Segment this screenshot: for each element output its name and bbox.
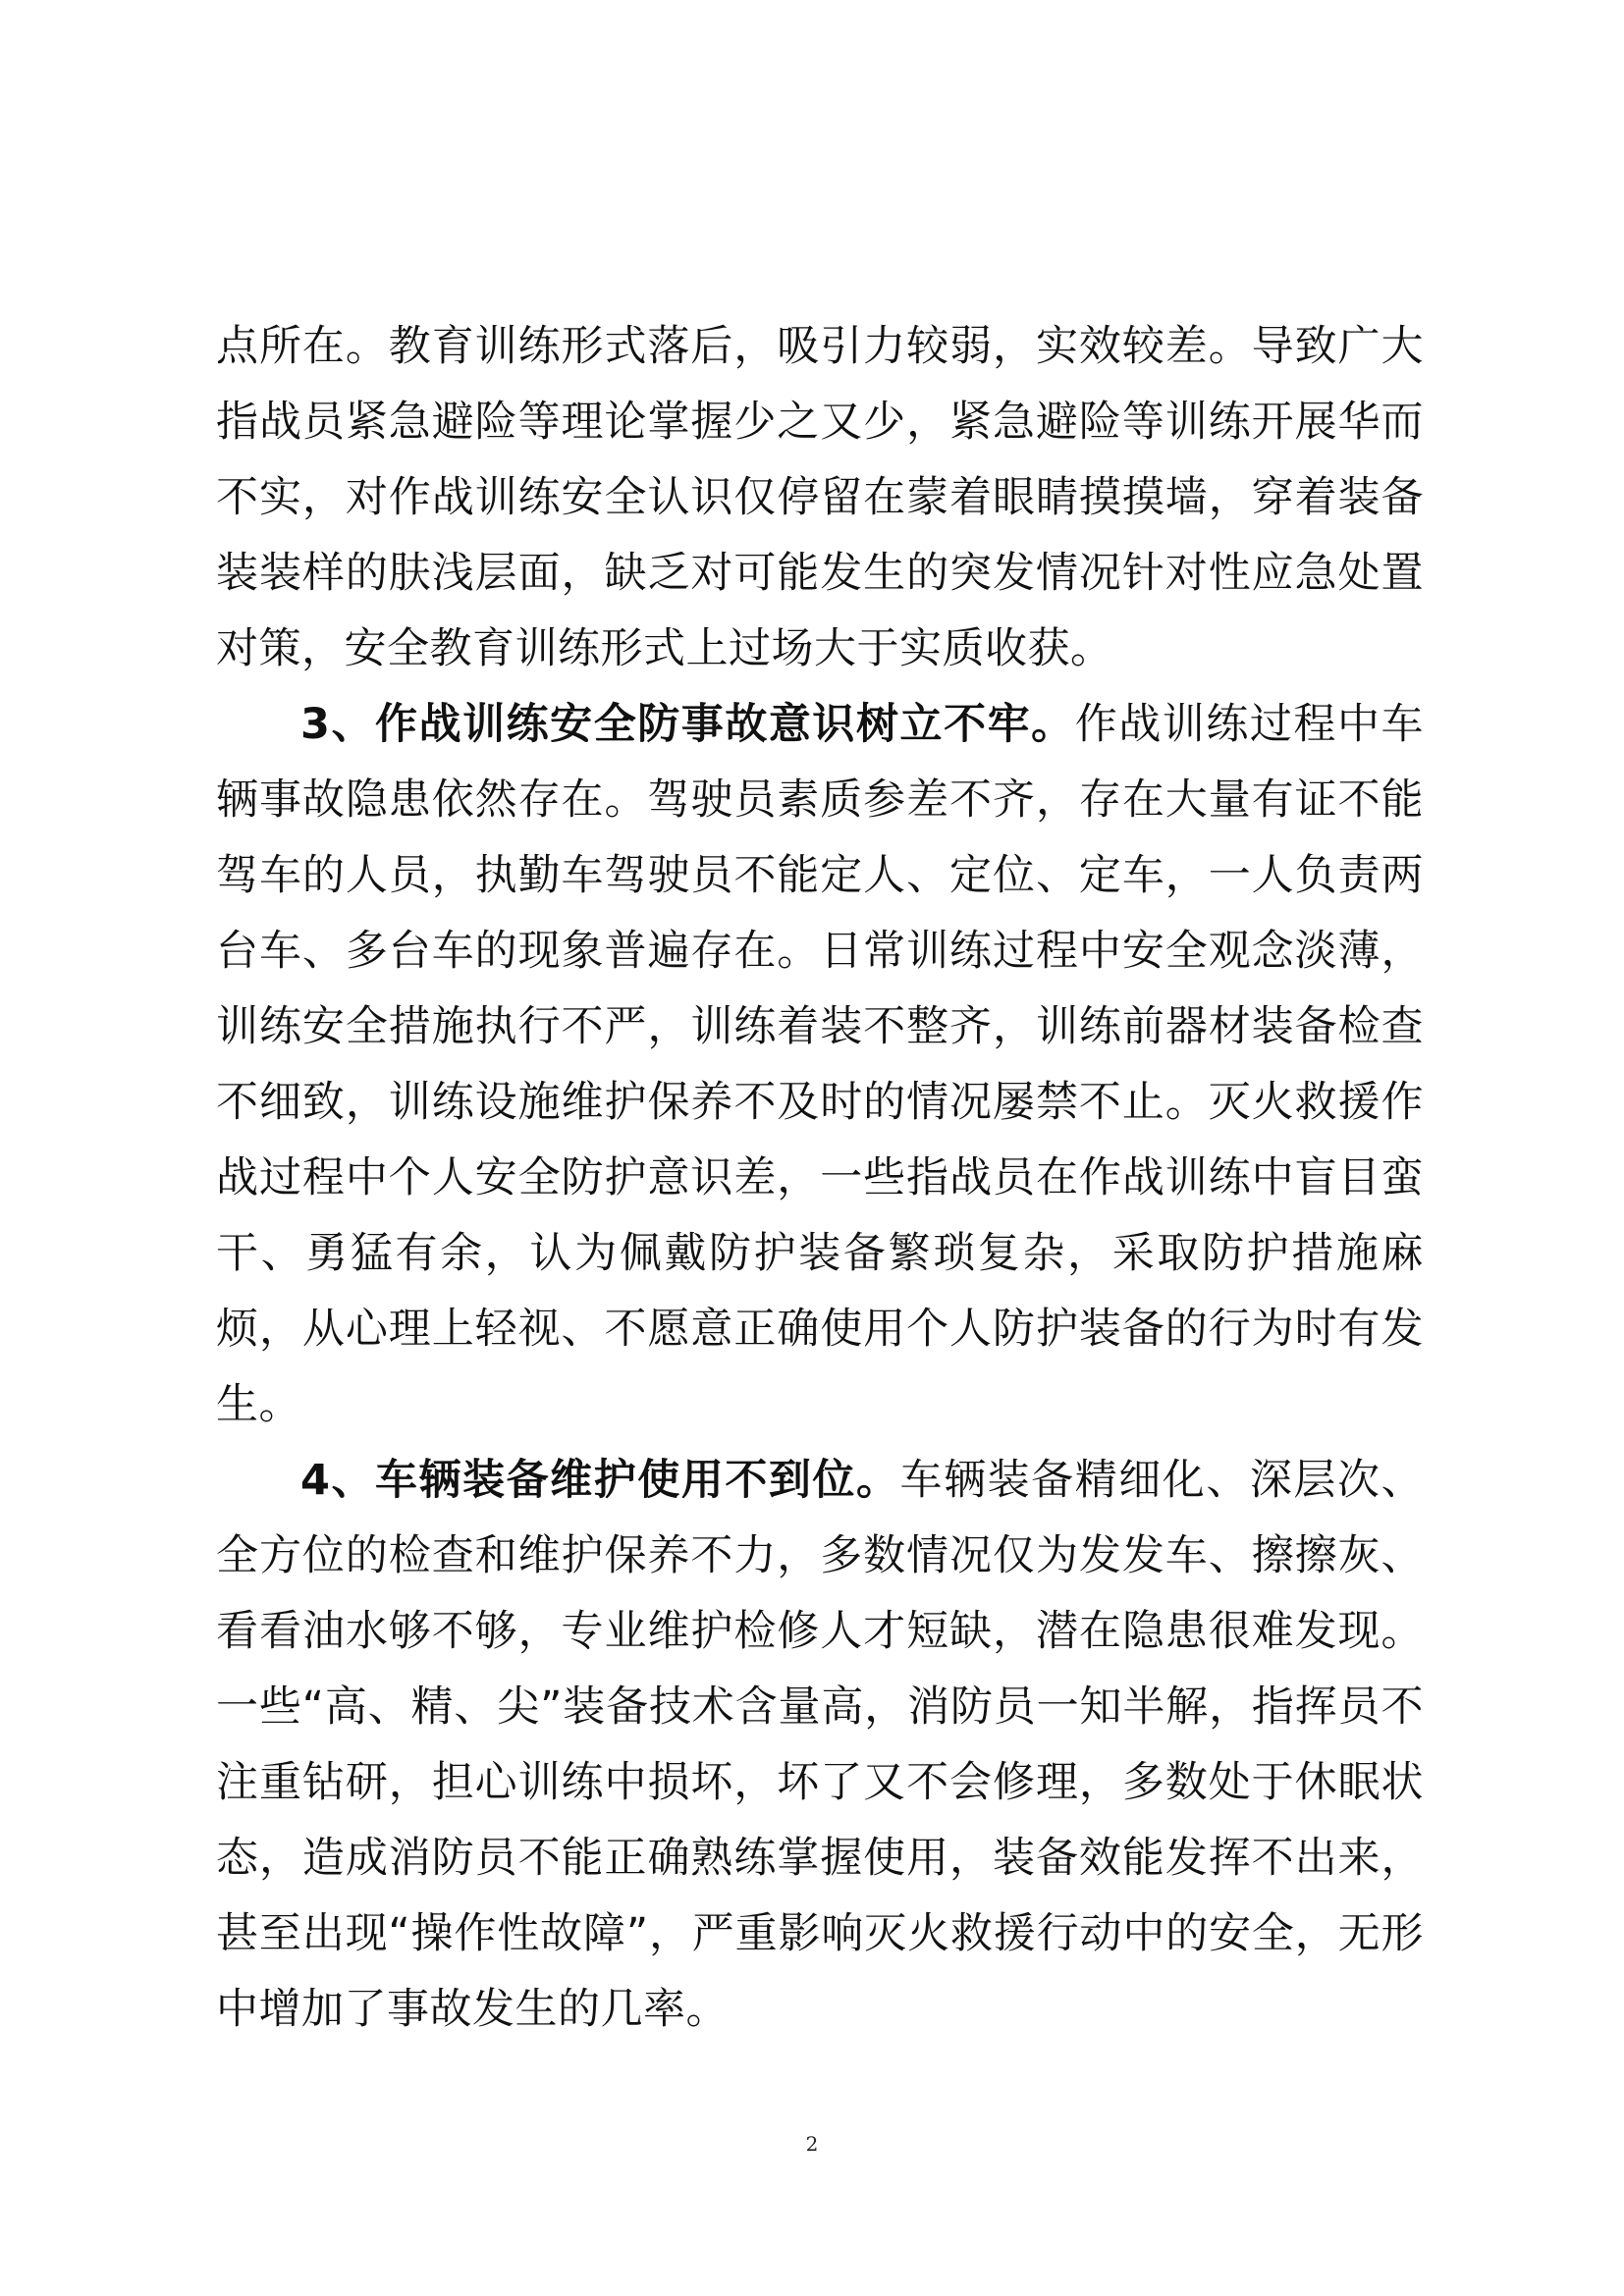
- paragraph-continuation: [216, 309, 1424, 687]
- paragraph-item-4: [216, 1443, 1424, 2048]
- paragraph-heading: 4、车辆装备维护使用不到位。: [300, 1456, 900, 1505]
- paragraph-item-3: [216, 687, 1424, 1443]
- paragraph-heading: 3、作战训练安全防事故意识树立不牢。: [300, 700, 1075, 749]
- document-body: [216, 309, 1424, 2048]
- page-number: 2: [805, 2132, 819, 2156]
- paragraph-text: 作战训练过程中车辆事故隐患依然存在。驾驶员素质参差不齐，存在大量有证不能驾车的人员，执勤车驾驶员不能定人、定位、定车，一人负责两台车、多台车的现象普遍存在。日常训练过程中安全观念淡薄，训练安全措施执行不严，训练着装不整齐，训练前器材装备检查不细致，训练设施维护保养不及时的情况屡禁不止。灭火救援作战过程中个人安全防护意识差，一些指战员在作战训练中盲目蛮干、勇猛有余，认为佩戴防护装备繁琐复杂，采取防护措施麻烦，从心理上轻视、不愿意正确使用个人防护装备的行为时有发生。: [216, 700, 1425, 1429]
- paragraph-text: 车辆装备精细化、深层次、全方位的检查和维护保养不力，多数情况仅为发发车、擦擦灰、看看油水够不够，专业维护检修人才短缺，潜在隐患很难发现。一些“高、精、尖”装备技术含量高，消防员一知半解，指挥员不注重钻研，担心训练中损坏，坏了又不会修理，多数处于休眠状态，造成消防员不能正确熟练掌握使用，装备效能发挥不出来，甚至出现“操作性故障”，严重影响灭火救援行动中的安全，无形中增加了事故发生的几率。: [216, 1456, 1425, 2034]
- paragraph-text: 点所在。教育训练形式落后，吸引力较弱，实效较差。导致广大指战员紧急避险等理论掌握少之又少，紧急避险等训练开展华而不实，对作战训练安全认识仅停留在蒙着眼睛摸摸墙，穿着装备装装样的肤浅层面，缺乏对可能发生的突发情况针对性应急处置对策，安全教育训练形式上过场大于实质收获。: [216, 322, 1424, 673]
